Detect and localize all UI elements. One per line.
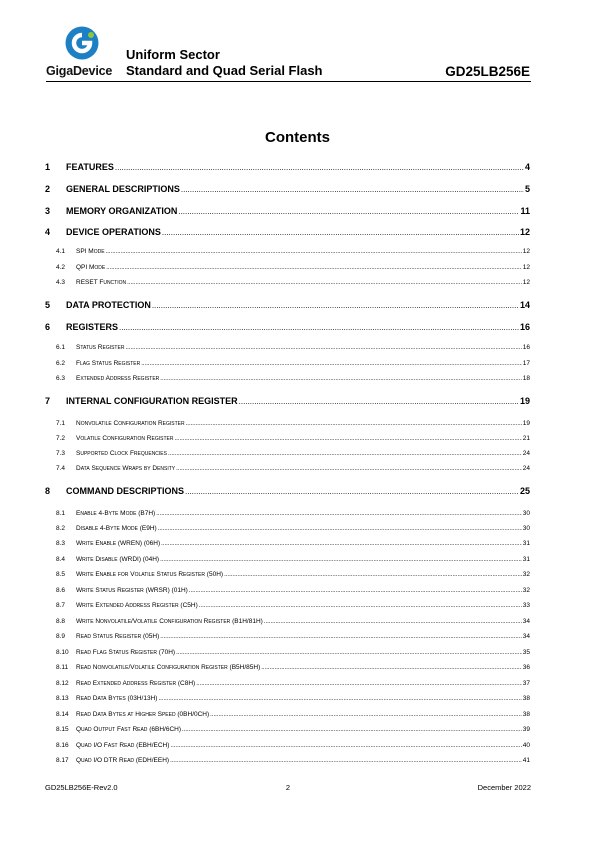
toc-entry-page: 12 <box>522 264 530 271</box>
toc-entry-title: REGISTERS <box>66 322 119 332</box>
toc-entry-page: 16 <box>522 344 530 351</box>
toc-leader-dots <box>176 466 522 472</box>
toc-leader-dots <box>162 228 519 237</box>
toc-leader-dots <box>182 727 522 733</box>
toc-entry-number: 7 <box>45 396 51 406</box>
toc-entry[interactable] <box>45 435 530 442</box>
toc-entry[interactable] <box>45 556 530 563</box>
toc-leader-dots <box>224 572 522 578</box>
footer-document-id: GD25LB256E-Rev2.0 <box>45 783 118 792</box>
toc-entry-title: Read Extended Address Register (C8H) <box>76 680 196 687</box>
toc-entry-page: 31 <box>522 540 530 547</box>
toc-entry-number: 8.9 <box>56 633 66 640</box>
toc-entry[interactable] <box>45 664 530 671</box>
logo-text: GigaDevice <box>46 64 113 78</box>
toc-entry[interactable] <box>45 618 530 625</box>
toc-entry-number: 6.1 <box>56 344 66 351</box>
toc-entry[interactable] <box>45 344 530 351</box>
toc-leader-dots <box>174 436 521 442</box>
toc-entry-page: 40 <box>522 742 530 749</box>
toc-entry-page: 11 <box>520 206 530 216</box>
toc-entry-page: 21 <box>522 435 530 442</box>
toc-entry-title: Read Nonvolatile/Volatile Configuration Register (B5H/85H) <box>76 664 261 671</box>
toc-leader-dots <box>125 345 521 351</box>
toc-leader-dots <box>199 603 522 609</box>
toc-entry[interactable] <box>45 680 530 687</box>
toc-entry-title: INTERNAL CONFIGURATION REGISTER <box>66 396 238 406</box>
toc-entry-title: Enable 4-Byte Mode (B7H) <box>76 510 156 517</box>
toc-entry-number: 6 <box>45 322 51 332</box>
toc-leader-dots <box>189 588 522 594</box>
toc-entry[interactable] <box>45 279 530 286</box>
toc-entry-title: Data Sequence Wraps by Density <box>76 465 176 472</box>
toc-entry-page: 33 <box>522 602 530 609</box>
toc-leader-dots <box>158 526 522 532</box>
toc-entry[interactable] <box>45 300 530 310</box>
toc-leader-dots <box>160 634 521 640</box>
toc-entry[interactable] <box>45 649 530 656</box>
toc-leader-dots <box>158 696 521 702</box>
toc-entry[interactable] <box>45 510 530 517</box>
toc-entry-title: Write Enable (WREN) (06H) <box>76 540 161 547</box>
toc-leader-dots <box>106 265 522 271</box>
toc-entry-number: 7.4 <box>56 465 66 472</box>
toc-leader-dots <box>168 451 522 457</box>
toc-entry[interactable] <box>45 486 530 496</box>
toc-entry-number: 2 <box>45 184 51 194</box>
toc-leader-dots <box>261 665 522 671</box>
toc-entry-title: Flag Status Register <box>76 360 141 367</box>
toc-entry-title: SPI Mode <box>76 248 105 255</box>
toc-entry-number: 8.8 <box>56 618 66 625</box>
toc-entry-page: 41 <box>522 757 530 764</box>
toc-entry-number: 8.2 <box>56 525 66 532</box>
toc-entry[interactable] <box>45 396 530 406</box>
toc-leader-dots <box>239 397 519 406</box>
toc-leader-dots <box>264 619 522 625</box>
toc-entry-title: Nonvolatile Configuration Register <box>76 420 185 427</box>
toc-leader-dots <box>178 207 519 216</box>
toc-entry-number: 4.1 <box>56 248 66 255</box>
toc-entry-page: 34 <box>522 618 530 625</box>
toc-entry[interactable] <box>45 184 530 194</box>
toc-entry-page: 36 <box>522 664 530 671</box>
toc-entry-title: Status Register <box>76 344 125 351</box>
toc-entry-page: 32 <box>522 587 530 594</box>
page-header <box>46 26 530 82</box>
footer-date: December 2022 <box>477 783 531 792</box>
toc-entry[interactable] <box>45 571 530 578</box>
toc-entry-page: 30 <box>522 525 530 532</box>
toc-entry-number: 8.15 <box>56 726 69 733</box>
toc-leader-dots <box>106 249 522 255</box>
toc-entry[interactable] <box>45 375 530 382</box>
toc-entry-page: 34 <box>522 633 530 640</box>
toc-entry-title: Write Status Register (WRSR) (01H) <box>76 587 188 594</box>
toc-entry[interactable] <box>45 248 530 255</box>
toc-entry[interactable] <box>45 602 530 609</box>
toc-entry-page: 38 <box>522 711 530 718</box>
toc-leader-dots <box>210 712 522 718</box>
toc-entry-title: Write Disable (WRDI) (04H) <box>76 556 160 563</box>
toc-entry-number: 7.1 <box>56 420 66 427</box>
toc-entry[interactable] <box>45 450 530 457</box>
toc-entry[interactable] <box>45 757 530 764</box>
header-title-line2: Standard and Quad Serial Flash <box>126 63 323 78</box>
toc-entry-number: 8.10 <box>56 649 69 656</box>
toc-entry-page: 32 <box>522 571 530 578</box>
toc-leader-dots <box>161 541 522 547</box>
toc-entry-number: 1 <box>45 162 51 172</box>
toc-entry-title: Quad Output Fast Read (6BH/6CH) <box>76 726 182 733</box>
toc-entry-title: MEMORY ORGANIZATION <box>66 206 178 216</box>
toc-entry-page: 31 <box>522 556 530 563</box>
toc-entry-page: 12 <box>519 227 530 237</box>
toc-entry[interactable] <box>45 465 530 472</box>
toc-leader-dots <box>115 163 524 172</box>
toc-entry-page: 39 <box>522 726 530 733</box>
toc-entry-title: DEVICE OPERATIONS <box>66 227 161 237</box>
toc-entry-number: 3 <box>45 206 51 216</box>
toc-leader-dots <box>141 361 522 367</box>
toc-entry-number: 8 <box>45 486 51 496</box>
toc-entry-number: 4 <box>45 227 51 237</box>
gigadevice-logo-icon <box>65 26 99 60</box>
toc-entry-number: 7.3 <box>56 450 66 457</box>
toc-leader-dots <box>156 511 522 517</box>
toc-entry-title: GENERAL DESCRIPTIONS <box>66 184 180 194</box>
toc-entry[interactable] <box>45 525 530 532</box>
footer-page-number: 2 <box>285 783 291 792</box>
toc-entry[interactable] <box>45 227 530 237</box>
toc-entry-title: Read Data Bytes (03H/13H) <box>76 695 158 702</box>
toc-leader-dots <box>185 487 519 496</box>
toc-entry-title: Read Data Bytes at Higher Speed (0BH/0CH) <box>76 711 210 718</box>
toc-leader-dots <box>152 301 519 310</box>
toc-entry-title: Write Nonvolatile/Volatile Configuration Register (B1H/81H) <box>76 618 263 625</box>
toc-leader-dots <box>127 280 522 286</box>
toc-entry[interactable] <box>45 420 530 427</box>
toc-entry[interactable] <box>45 322 530 332</box>
toc-entry-title: Read Status Register (05H) <box>76 633 160 640</box>
toc-entry[interactable] <box>45 711 530 718</box>
toc-entry-page: 17 <box>522 360 530 367</box>
toc-entry-title: Volatile Configuration Register <box>76 435 174 442</box>
toc-entry-number: 5 <box>45 300 51 310</box>
toc-entry-title: Quad I/O DTR Read (EDH/EEH) <box>76 757 170 764</box>
toc-entry-number: 6.2 <box>56 360 66 367</box>
toc-entry[interactable] <box>45 206 530 216</box>
toc-entry-number: 8.14 <box>56 711 69 718</box>
toc-entry-number: 8.12 <box>56 680 69 687</box>
toc-leader-dots <box>181 185 524 194</box>
toc-entry-title: RESET Function <box>76 279 127 286</box>
toc-entry-page: 18 <box>522 375 530 382</box>
toc-entry-title: COMMAND DESCRIPTIONS <box>66 486 185 496</box>
toc-entry-page: 14 <box>519 300 530 310</box>
toc-entry[interactable] <box>45 162 530 172</box>
toc-entry-page: 37 <box>522 680 530 687</box>
toc-entry-page: 19 <box>519 396 530 406</box>
toc-entry-page: 30 <box>522 510 530 517</box>
toc-entry-page: 5 <box>524 184 530 194</box>
header-divider <box>46 81 531 82</box>
toc-entry[interactable] <box>45 540 530 547</box>
toc-entry[interactable] <box>45 587 530 594</box>
toc-leader-dots <box>160 376 521 382</box>
toc-leader-dots <box>170 758 522 764</box>
toc-entry[interactable] <box>45 264 530 271</box>
toc-entry-number: 7.2 <box>56 435 66 442</box>
toc-entry-title: DATA PROTECTION <box>66 300 151 310</box>
toc-entry[interactable] <box>45 360 530 367</box>
toc-entry-title: Extended Address Register <box>76 375 160 382</box>
toc-entry[interactable] <box>45 633 530 640</box>
toc-entry-title: Disable 4-Byte Mode (E9H) <box>76 525 157 532</box>
toc-entry-number: 8.1 <box>56 510 66 517</box>
toc-entry[interactable] <box>45 695 530 702</box>
toc-entry-number: 8.17 <box>56 757 69 764</box>
toc-entry-number: 8.6 <box>56 587 66 594</box>
toc-entry-page: 38 <box>522 695 530 702</box>
toc-entry-page: 25 <box>519 486 530 496</box>
toc-entry-number: 8.16 <box>56 742 69 749</box>
toc-entry-page: 35 <box>522 649 530 656</box>
toc-entry-number: 8.5 <box>56 571 66 578</box>
toc-entry-number: 8.7 <box>56 602 66 609</box>
toc-leader-dots <box>160 557 522 563</box>
toc-entry-page: 24 <box>522 450 530 457</box>
toc-entry[interactable] <box>45 742 530 749</box>
toc-entry-title: QPI Mode <box>76 264 106 271</box>
toc-entry-title: Read Flag Status Register (70H) <box>76 649 176 656</box>
toc-leader-dots <box>119 323 519 332</box>
toc-entry-title: Quad I/O Fast Read (EBH/ECH) <box>76 742 170 749</box>
toc-entry-title: Write Enable for Volatile Status Register (50H) <box>76 571 224 578</box>
contents-heading: Contents <box>265 129 330 146</box>
toc-entry-title: Write Extended Address Register (C5H) <box>76 602 198 609</box>
header-part-number: GD25LB256E <box>445 64 530 79</box>
toc-leader-dots <box>196 681 522 687</box>
header-title-line1: Uniform Sector <box>126 47 220 62</box>
toc-entry-number: 8.3 <box>56 540 66 547</box>
toc-entry-number: 8.13 <box>56 695 69 702</box>
toc-entry-number: 8.11 <box>56 664 69 671</box>
toc-leader-dots <box>176 650 522 656</box>
toc-leader-dots <box>170 743 521 749</box>
toc-entry-page: 12 <box>522 248 530 255</box>
toc-entry-page: 24 <box>522 465 530 472</box>
toc-entry-page: 12 <box>522 279 530 286</box>
toc-entry-page: 16 <box>519 322 530 332</box>
toc-leader-dots <box>186 421 522 427</box>
toc-entry-page: 19 <box>522 420 530 427</box>
toc-entry-number: 4.3 <box>56 279 66 286</box>
toc-entry-number: 4.2 <box>56 264 66 271</box>
toc-entry-page: 4 <box>524 162 530 172</box>
toc-entry-title: FEATURES <box>66 162 114 172</box>
toc-entry-number: 8.4 <box>56 556 66 563</box>
toc-entry-number: 6.3 <box>56 375 66 382</box>
toc-entry[interactable] <box>45 726 530 733</box>
toc-entry-title: Supported Clock Frequencies <box>76 450 167 457</box>
